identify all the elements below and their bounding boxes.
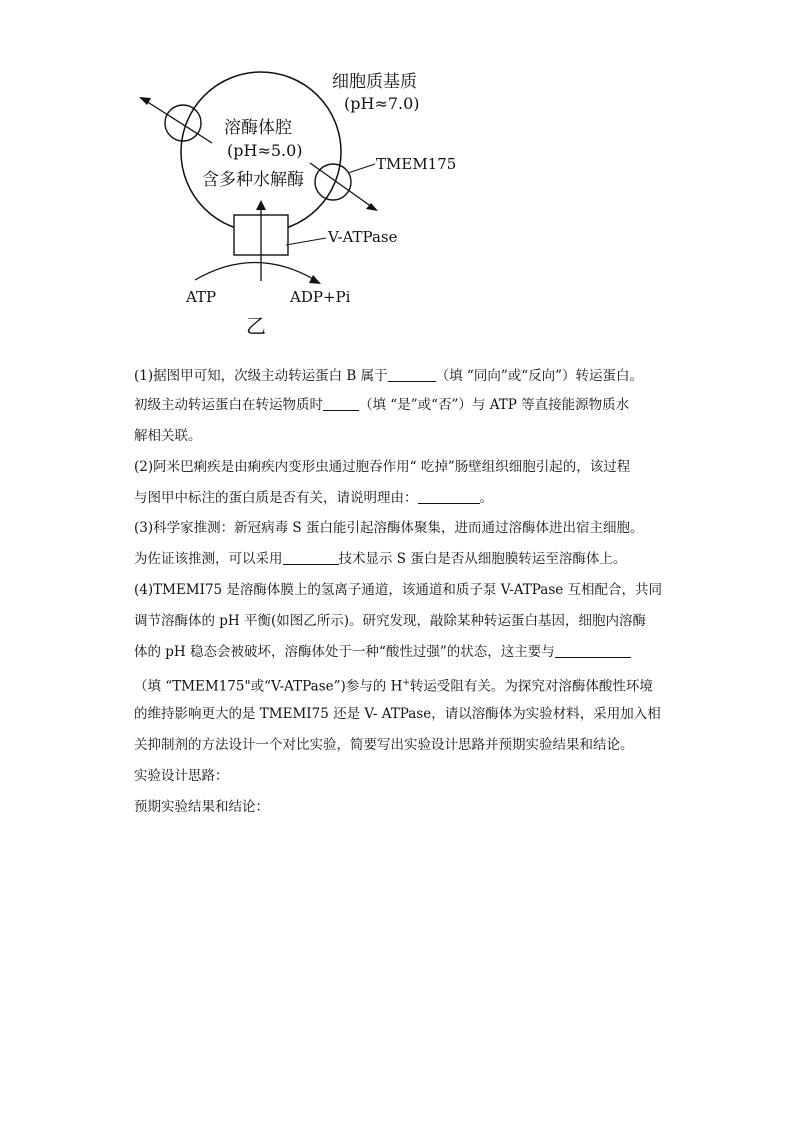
expected-result-label xyxy=(134,797,694,817)
q4-line-6: 关抑制剂的方法设计一个对比实验，简要写出实验设计思路并预期实验结果和结论。 xyxy=(134,737,634,753)
cytoplasm-ph-label: (pH≈7.0) xyxy=(344,94,420,113)
tmem175-label: TMEM175 xyxy=(376,155,457,173)
q4-line-1: (4)TMEMI75 是溶酶体膜上的氢离子通道，该通道和质子泵 V-ATPase 互相配合，共同 xyxy=(134,582,663,598)
left-arrow-line xyxy=(146,101,212,143)
v-atpase-pointer-line xyxy=(286,238,326,245)
q4-line-2: 调节溶酶体的 pH 平衡(如图乙所示)。研究发现，敲除某种转运蛋白基因，细胞内溶酶 xyxy=(134,613,647,629)
adp-label: ADP+Pi xyxy=(290,288,351,306)
lumen-ph-label: (pH≈5.0) xyxy=(227,141,303,160)
question-4-line3 xyxy=(134,642,694,662)
question-1 xyxy=(134,366,694,386)
q3-blank[interactable] xyxy=(283,550,339,565)
tmem175-arrow-line xyxy=(310,163,372,207)
q4-blank[interactable] xyxy=(555,643,631,658)
q2-blank[interactable] xyxy=(418,489,480,504)
question-4-line5 xyxy=(134,704,694,724)
lumen-label: 溶酶体腔 xyxy=(224,118,292,138)
atp-label: ATP xyxy=(186,288,217,306)
tmem175-channel-circle xyxy=(315,164,351,200)
question-4 xyxy=(134,580,694,600)
question-1-end xyxy=(134,426,694,446)
v-atpase-label: V-ATPase xyxy=(328,228,398,246)
q4-line-5: 的维持影响更大的是 TMEMI75 还是 V- ATPase，请以溶酶体为实验材料，采用加入相 xyxy=(134,706,661,722)
q3-line-1: (3)科学家推测：新冠病毒 S 蛋白能引起溶酶体聚集，进而通过溶酶体进出宿主细胞。 xyxy=(134,520,644,536)
atp-hydrolysis-arc xyxy=(195,263,315,281)
tmem175-pointer-line xyxy=(348,164,375,173)
question-3-cont xyxy=(134,549,694,569)
q4-line-3: 体的 pH 稳态会被破坏，溶酶体处于一种“酸性过强”的状态，这主要与 xyxy=(134,642,694,662)
question-1-cont xyxy=(134,395,694,415)
lysosome-diagram xyxy=(120,55,480,345)
question-4-line4 xyxy=(134,673,694,697)
design-label: 实验设计思路： xyxy=(134,768,229,784)
h-plus-superscript: + xyxy=(402,678,410,688)
result-label: 预期实验结果和结论： xyxy=(134,799,269,815)
q1-line-1: (1)据图甲可知，次级主动转运蛋白 B 属于 （填 “同向”或“反向”）转运蛋白。 xyxy=(134,368,644,384)
q3-line-2: 为佐证该推测，可以采用 技术显示 S 蛋白是否从细胞膜转运至溶酶体上。 xyxy=(134,551,627,567)
atp-arc-arrow-head xyxy=(309,275,321,284)
cytoplasm-label: 细胞质基质 xyxy=(332,72,417,92)
question-2-cont xyxy=(134,488,694,508)
q2-line-1: (2)阿米巴痢疾是由痢疾内变形虫通过胞吞作用“ 吃掉”肠壁组织细胞引起的，该过程 xyxy=(134,459,631,475)
q2-line-2: 与图甲中标注的蛋白质是否有关，请说明理由： 。 xyxy=(134,490,493,506)
q1-line-3: 解相关联。 xyxy=(134,428,202,444)
question-4-line2 xyxy=(134,611,694,631)
proton-arrow-head xyxy=(256,200,266,210)
q4-line-4: （填 “TMEM175"或“V-ATPase”)参与的 H+转运受阻有关。为探究对溶酶体酸性环境 xyxy=(134,678,653,695)
figure-label: 乙 xyxy=(246,314,266,338)
q1-line-2: 初级主动转运蛋白在转运物质时 （填 “是”或“否”）与 ATP 等直接能源物质水 xyxy=(134,397,630,413)
q1-blank-1[interactable] xyxy=(388,367,436,382)
question-3 xyxy=(134,518,694,538)
hydrolase-label: 含多种水解酶 xyxy=(202,170,304,190)
experiment-design-label xyxy=(134,766,694,786)
q1-blank-2[interactable] xyxy=(323,396,359,411)
question-4-line6 xyxy=(134,735,694,755)
question-2 xyxy=(134,457,694,477)
